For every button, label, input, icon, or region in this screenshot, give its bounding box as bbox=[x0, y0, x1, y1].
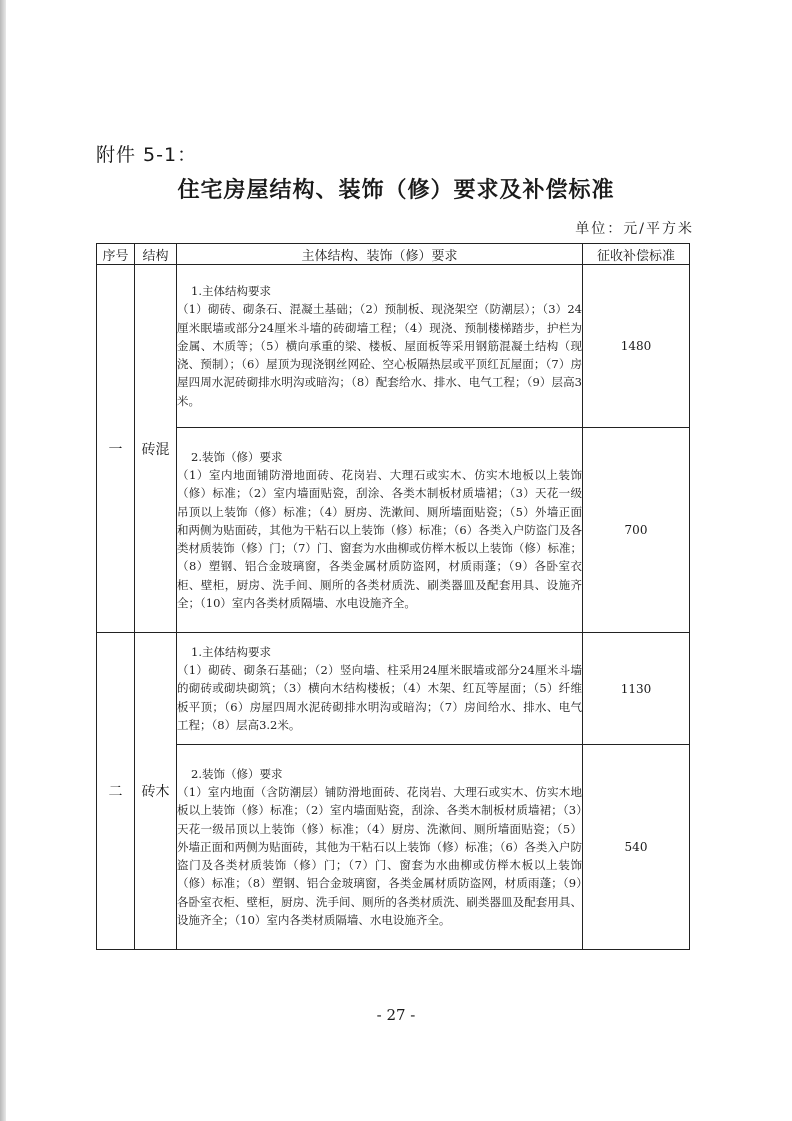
requirement-heading: 1.主体结构要求 bbox=[191, 284, 271, 299]
table-header-row bbox=[97, 244, 690, 265]
page-number: - 27 - bbox=[376, 1006, 416, 1024]
table-row bbox=[97, 745, 690, 950]
table-row bbox=[97, 265, 690, 428]
standard-value: 1480 bbox=[583, 265, 690, 428]
row-structure: 砖混 bbox=[135, 265, 177, 633]
requirement-text: （1）室内地面铺防滑地面砖、花岗岩、大理石或实木、仿实木地板以上装饰（修）标准；（2）室内墙面贴瓷，刮涂、各类木制板材质墙裙；（3）天花一级吊顶以上装饰（修）标准；（4）厨房、洗漱间、厕所墙面贴瓷；（5）外墙正面和两侧为贴面砖，其他为干粘石以上装饰（修）标准；（6）各类入户防盗门及各类材质装饰（修）门；（7）门、窗套为水曲柳或仿榉木板以上装饰（修）标准；（8）塑钢、铝合金玻璃窗，各类金属材质防盗网，材质雨蓬；（9）各卧室衣柜、壁柜，厨房、洗手间、厕所的各类材质洗、刷类器皿及配套用具、设施齐全；（10）室内各类材质隔墙、水电设施齐全。 bbox=[177, 468, 582, 610]
requirement-text: （1）室内地面（含防潮层）铺防滑地面砖、花岗岩、大理石或实木、仿实木地板以上装饰（修）标准；（2）室内墙面贴瓷，刮涂、各类木制板材质墙裙；（3）天花一级吊顶以上装饰（修）标准；（4）厨房、洗漱间、厕所墙面贴瓷；（5）外墙正面和两侧为贴面砖，其他为干粘石以上装饰（修）标准；（6）各类入户防盗门及各类材质装饰（修）门；（7）门、窗套为水曲柳或仿榉木板以上装饰（修）标准；（8）塑钢、铝合金玻璃窗，各类金属材质防盗网，材质雨蓬；（9）各卧室衣柜、壁柜，厨房、洗手间、厕所的各类材质洗、刷类器皿及配套用具、设施齐全；（10）室内各类材质隔墙、水电设施齐全。 bbox=[177, 785, 582, 927]
header-structure: 结构 bbox=[135, 244, 177, 265]
row-seq: 二 bbox=[97, 633, 135, 950]
requirement-heading: 2.装饰（修）要求 bbox=[191, 767, 283, 782]
standard-value: 540 bbox=[583, 745, 690, 950]
attachment-label: 附件 5-1： bbox=[96, 144, 198, 166]
requirement-cell bbox=[177, 265, 583, 428]
requirement-text: （1）砌砖、砌条石、混凝土基础；（2）预制板、现浇架空（防潮层）；（3）24厘米眠墙或部分24厘米斗墙的砖砌墙工程；（4）现浇、预制楼梯踏步，护栏为金属、木质等；（5）横向承重的梁、楼板、屋面板等采用钢筋混凝土结构（现浇、预制）；（6）屋顶为现浇钢丝网砼、空心板隔热层或平顶红瓦屋面；（7）房屋四周水泥砖砌排水明沟或暗沟；（8）配套给水、排水、电气工程；（9）层高3米。 bbox=[177, 302, 582, 408]
standard-value: 1130 bbox=[583, 633, 690, 745]
requirement-text: （1）砌砖、砌条石基础；（2）竖向墙、柱采用24厘米眠墙或部分24厘米斗墙的砌砖或砌块砌筑；（3）横向木结构楼板；（4）木架、红瓦等屋面；（5）纤维板平顶；（6）房屋四周水泥砖砌排水明沟或暗沟；（7）房间给水、排水、电气工程；（8）层高3.2米。 bbox=[177, 663, 582, 732]
requirement-heading: 1.主体结构要求 bbox=[191, 644, 271, 659]
unit-label: 单位：元/平方米 bbox=[575, 221, 694, 237]
table-row bbox=[97, 428, 690, 633]
header-standard: 征收补偿标准 bbox=[583, 244, 690, 265]
table-row bbox=[97, 633, 690, 745]
header-requirements: 主体结构、装饰（修）要求 bbox=[177, 244, 583, 265]
row-seq: 一 bbox=[97, 265, 135, 633]
header-seq: 序号 bbox=[97, 244, 135, 265]
row-structure: 砖木 bbox=[135, 633, 177, 950]
requirement-cell bbox=[177, 633, 583, 745]
requirement-heading: 2.装饰（修）要求 bbox=[191, 450, 283, 465]
standard-value: 700 bbox=[583, 428, 690, 633]
requirement-cell bbox=[177, 745, 583, 950]
compensation-table bbox=[96, 243, 690, 950]
requirement-cell bbox=[177, 428, 583, 633]
scan-page-edge bbox=[0, 0, 6, 1121]
page-title: 住宅房屋结构、装饰（修）要求及补偿标准 bbox=[177, 178, 615, 203]
